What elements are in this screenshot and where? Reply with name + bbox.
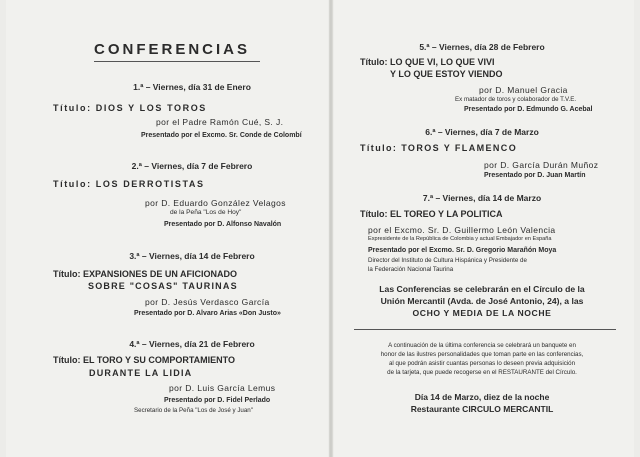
session-2-presenter: Presentado por D. Alfonso Navalón (164, 221, 282, 228)
session-6-presenter: Presentado por D. Juan Martín (484, 172, 586, 179)
session-7-presenter-note-1: Director del Instituto de Cultura Hispánica y Presidente de (368, 257, 527, 264)
session-1-title: Título: DIOS Y LOS TOROS (53, 103, 207, 113)
session-5-speaker-note: Ex matador de toros y colaborador de T.V.E. (455, 96, 577, 103)
venue-line-2: Unión Mercantil (Avda. de José Antonio, 24), a las (380, 296, 584, 306)
banquet-line-3: al que podrán asistir cuantas personas lo deseen previa adquisición (388, 360, 576, 367)
session-1-speaker: por el Padre Ramón Cué, S. J. (156, 117, 284, 127)
session-6-speaker: por D. García Durán Muñoz (484, 160, 599, 170)
session-7-speaker-note: Expresidente de la República de Colombia y actual Embajador en España (368, 236, 552, 242)
session-5-title-line-1: Título: LO QUE VI, LO QUE VIVI (360, 57, 495, 67)
session-3-speaker: por D. Jesús Verdasco García (145, 297, 270, 307)
banquet-line-1: A continuación de la última conferencia se celebrará un banquete en (388, 342, 576, 349)
session-7-presenter: Presentado por el Excmo. Sr. D. Gregorio Marañón Moya (368, 247, 557, 254)
session-2-speaker-note: de la Peña "Los de Hoy" (170, 209, 242, 216)
left-page (6, 0, 328, 457)
banquet-line-2: honor de las ilustres personalidades que toman parte en las conferencias, (380, 351, 584, 358)
closing-line-2: Restaurante CIRCULO MERCANTIL (410, 404, 554, 414)
session-3-title-line-1: Título: EXPANSIONES DE UN AFICIONADO (53, 269, 238, 279)
session-4-presenter-note: Secretario de la Peña "Los de José y Juan" (134, 407, 253, 414)
venue-line-1: Las Conferencias se celebrarán en el Círculo de la (379, 284, 585, 294)
session-7-title: Título: EL TOREO Y LA POLITICA (360, 209, 503, 219)
closing-line-1: Día 14 de Marzo, diez de la noche (414, 392, 550, 402)
session-6-date: 6.ª – Viernes, día 7 de Marzo (425, 127, 539, 137)
title-underline (94, 61, 260, 62)
center-fold (329, 0, 333, 457)
session-2-title: Título: LOS DERROTISTAS (53, 179, 205, 189)
session-4-presenter: Presentado por D. Fidel Perlado (164, 397, 271, 404)
session-2-date: 2.ª – Viernes, día 7 de Febrero (131, 161, 253, 171)
session-5-presenter: Presentado por D. Edmundo G. Acebal (464, 106, 593, 113)
session-1-presenter: Presentado por el Excmo. Sr. Conde de Colombí (141, 132, 302, 139)
session-3-title-line-2: SOBRE "COSAS" TAURINAS (88, 281, 238, 291)
session-5-speaker: por D. Manuel Gracia (479, 85, 568, 95)
session-3-presenter: Presentado por D. Alvaro Arias «Don Justo» (134, 310, 281, 317)
session-4-date: 4.ª – Viernes, día 21 de Febrero (129, 339, 255, 349)
session-7-speaker: por el Excmo. Sr. D. Guillermo León Valencia (368, 225, 556, 235)
session-4-speaker: por D. Luis García Lemus (169, 383, 276, 393)
venue-line-3: OCHO Y MEDIA DE LA NOCHE (412, 308, 552, 318)
session-4-title-line-2: DURANTE LA LIDIA (89, 368, 193, 378)
session-6-title: Título: TOROS Y FLAMENCO (360, 143, 518, 153)
session-3-date: 3.ª – Viernes, día 14 de Febrero (129, 251, 255, 261)
session-7-date: 7.ª – Viernes, día 14 de Marzo (422, 193, 542, 203)
session-7-presenter-note-2: la Federación Nacional Taurina (368, 266, 454, 273)
session-4-title-line-1: Título: EL TORO Y SU COMPORTAMIENTO (53, 355, 236, 365)
banquet-line-4: de la tarjeta, que puede recogerse en el RESTAURANTE del Círculo. (387, 369, 577, 376)
session-1-date: 1.ª – Viernes, día 31 de Enero (133, 82, 251, 92)
session-5-date: 5.ª – Viernes, día 28 de Febrero (419, 42, 545, 52)
right-page (334, 0, 634, 457)
session-5-title-line-2: Y LO QUE ESTOY VIENDO (390, 69, 503, 79)
page-title: CONFERENCIAS (94, 41, 251, 58)
banquet-top-rule (354, 329, 616, 330)
session-2-speaker: por D. Eduardo González Velagos (145, 198, 286, 208)
